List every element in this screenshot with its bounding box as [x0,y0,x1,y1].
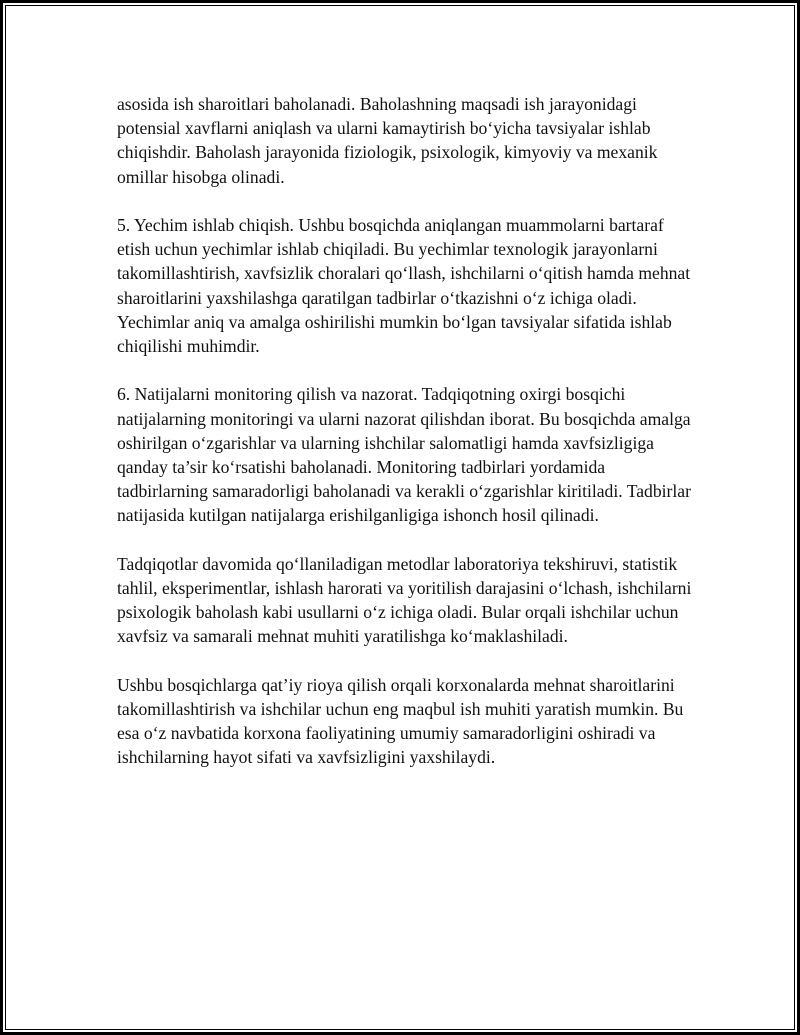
paragraph-step-5-solution: 5. Yechim ishlab chiqish. Ushbu bosqichda aniqlangan muammolarni bartaraf etish uchun yechimlar ishlab chiqiladi. Bu yechimlar texnologik jarayonlarni takomillashtirish, xavfsizlik choralari qo‘llash, ishchilarni o‘qitish hamda mehnat sharoitlarini yaxshilashga qaratilgan tadbirlar o‘tkazishni o‘z ichiga oladi. Yechimlar aniq va amalga oshirilishi mumkin bo‘lgan tavsiyalar sifatida ishlab chiqilishi muhimdir. [117,215,691,357]
paragraph-step-6-monitoring: 6. Natijalarni monitoring qilish va nazorat. Tadqiqotning oxirgi bosqichi natijalarning monitoringi va ularni nazorat qilishdan iborat. Bu bosqichda amalga oshirilgan o‘zgarishlar va ularning ishchilar salomatligi hamda xavfsizligiga qanday ta’sir ko‘rsatishi baholanadi. Monitoring tadbirlari yordamida tadbirlarning samaradorligi baholanadi va kerakli o‘zgarishlar kiritiladi. Tadbirlar natijasida kutilgan natijalarga erishilganligiga ishonch hosil qilinadi. [117,384,691,526]
paragraph-methods: Tadqiqotlar davomida qo‘llaniladigan metodlar laboratoriya tekshiruvi, statistik tahlil, eksperimentlar, ishlash harorati va yoritilish darajasini o‘lchash, ishchilarni psixologik baholash kabi usullarni o‘z ichiga oladi. Bular orqali ishchilar uchun xavfsiz va samarali mehnat muhiti yaratilishga ko‘maklashiladi. [117,553,692,647]
paragraph-conclusion: Ushbu bosqichlarga qat’iy rioya qilish orqali korxonalarda mehnat sharoitlarini takomillashtirish va ishchilar uchun eng maqbul ish muhiti yaratish mumkin. Bu esa o‘z navbatida korxona faoliyatining umumiy samaradorligini oshiradi va ishchilarning hayot sifati va xavfsizligini yaxshilaydi. [117,674,684,768]
paragraph-assessment: asosida ish sharoitlari baholanadi. Baholashning maqsadi ish jarayonidagi potensial xavflarni aniqlash va ularni kamaytirish bo‘yicha tavsiyalar ishlab chiqishdir. Baholash jarayonida fiziologik, psixologik, kimyoviy va mexanik omillar hisobga olinadi. [117,94,658,187]
page-body [117,92,697,794]
